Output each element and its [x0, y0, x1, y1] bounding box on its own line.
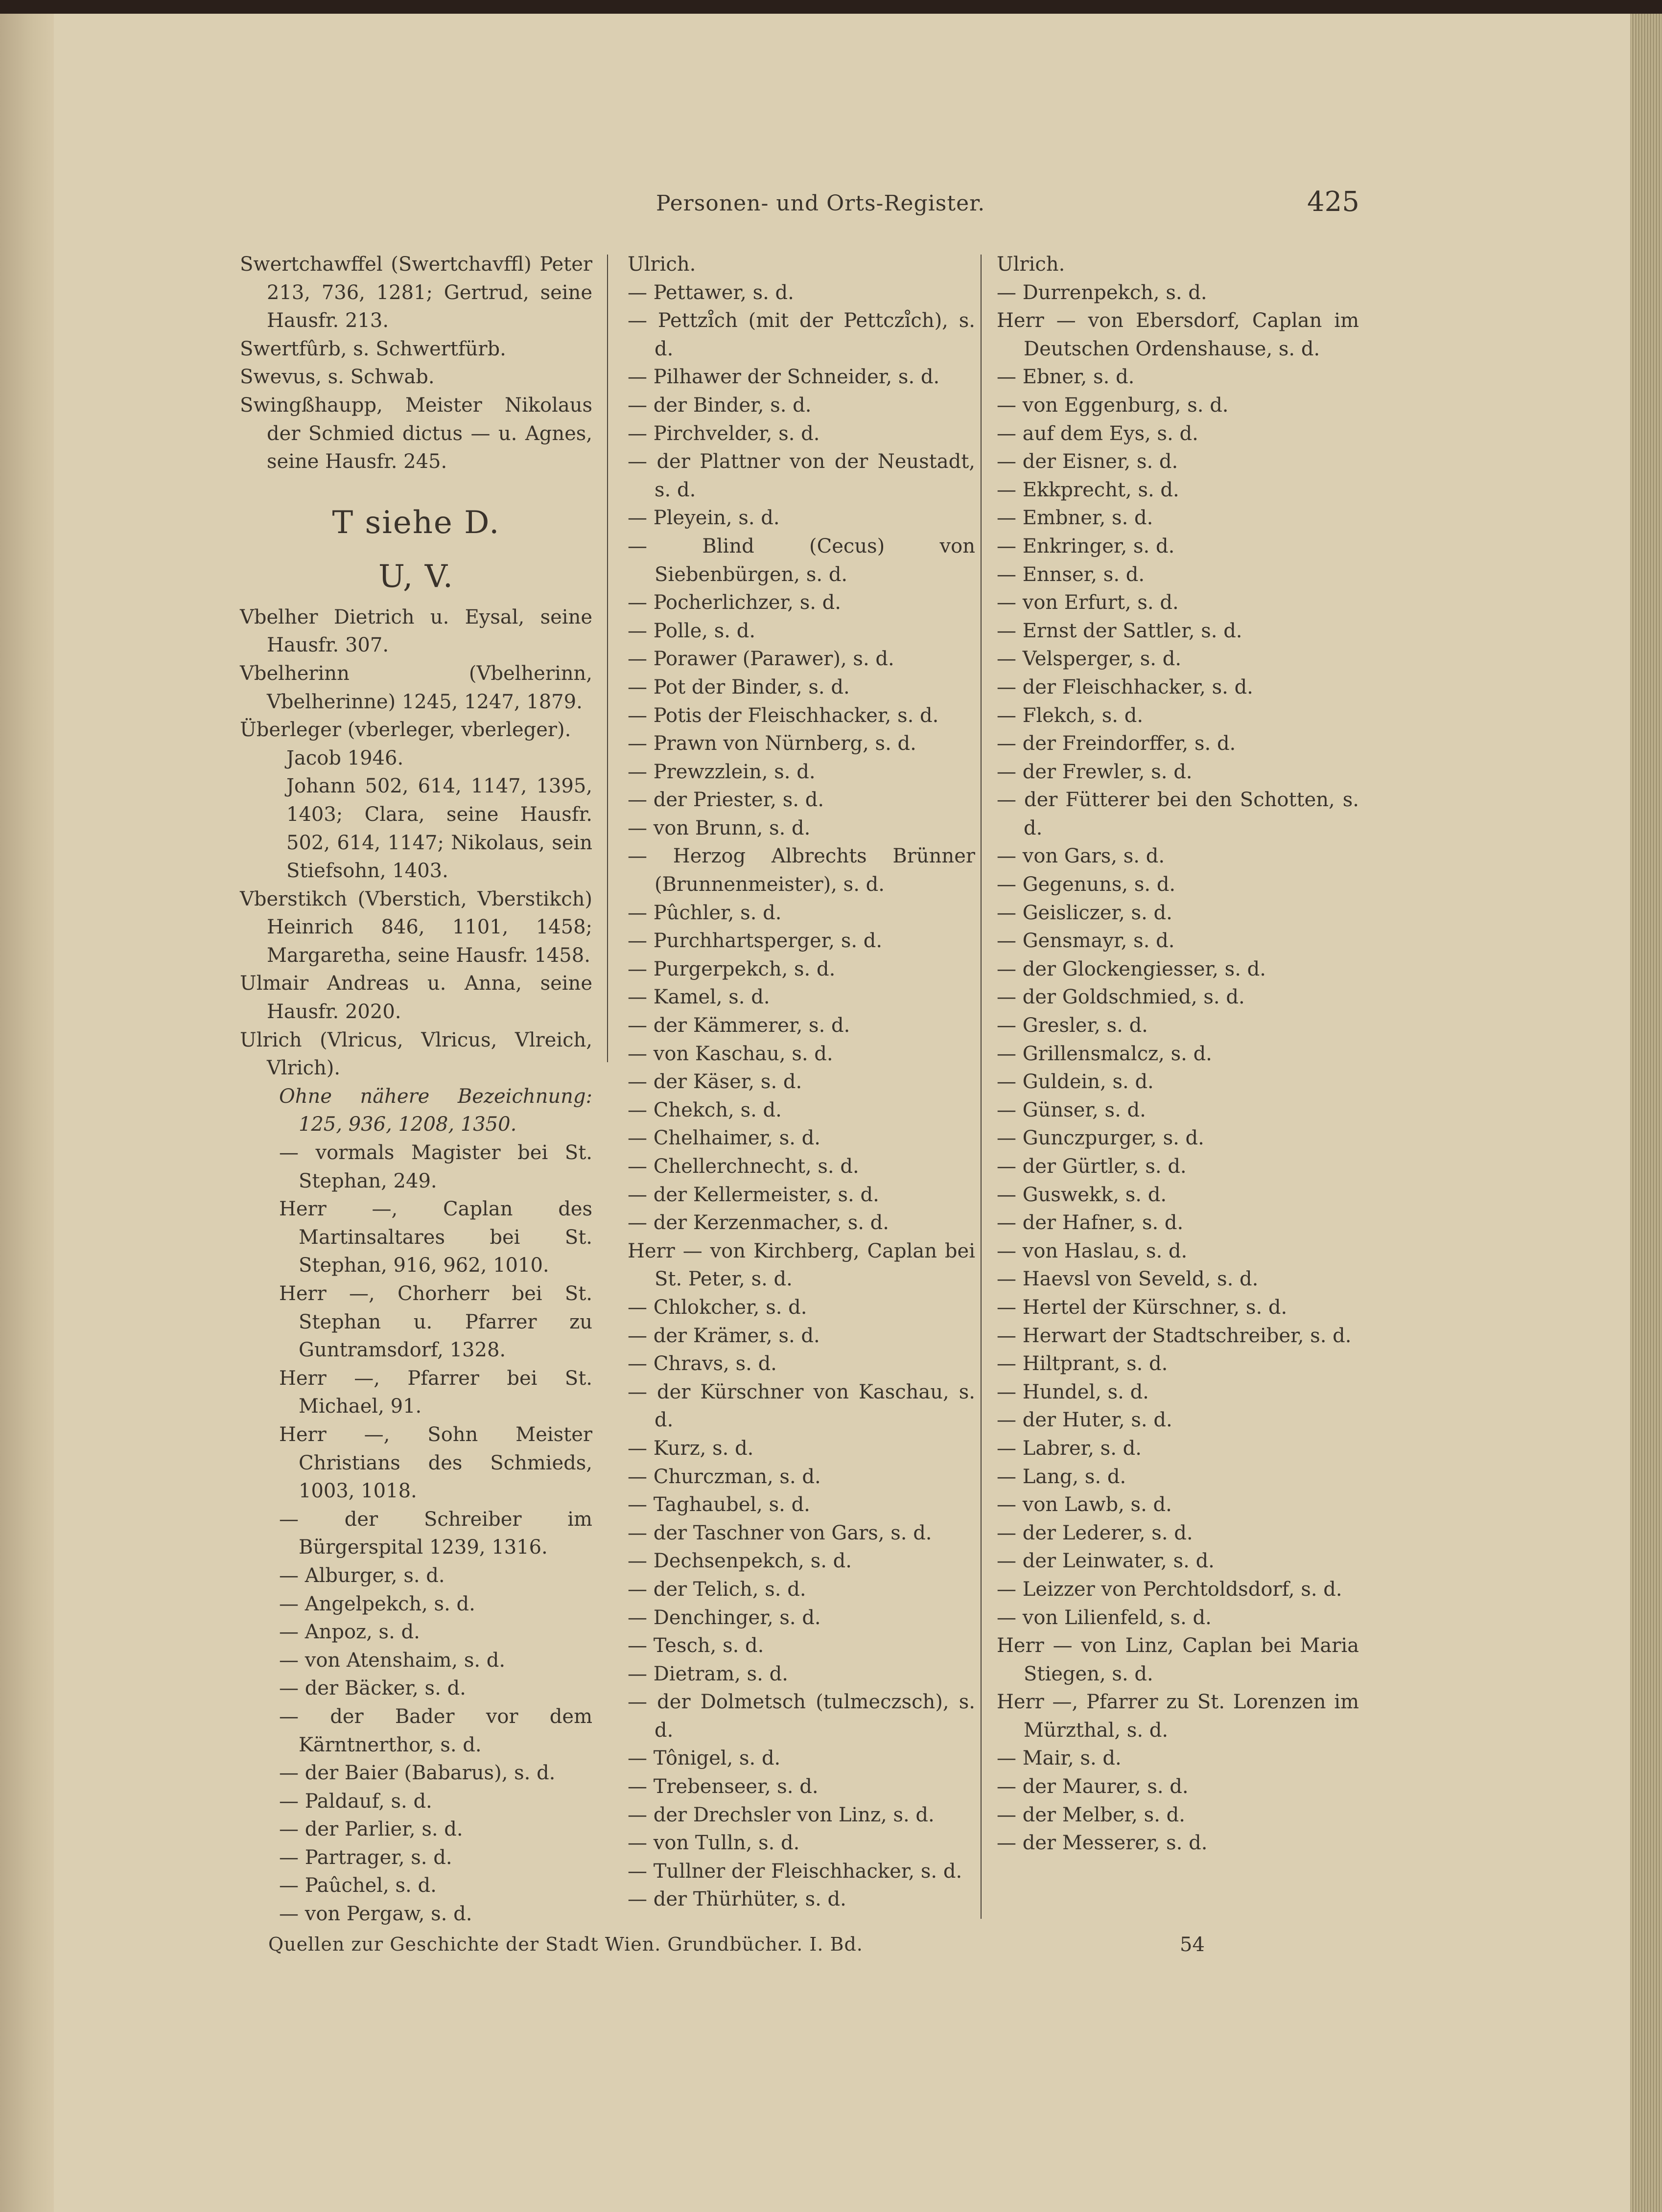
index-entry: Vbelher Dietrich u. Eysal, seine Hausfr. 307. — [240, 605, 592, 657]
index-subentry: — von Haslau, s. d. — [997, 1239, 1188, 1262]
index-subentry: Herr — von Kirchberg, Caplan bei St. Peter, s. d. — [628, 1239, 975, 1291]
index-entry: Swertchawffel (Swertchavffl) Peter 213, 736, 1281; Gertrud, seine Hausfr. 213. — [240, 253, 592, 332]
index-subentry: — Purchhartsperger, s. d. — [628, 930, 883, 953]
index-subentry: — der Krämer, s. d. — [628, 1324, 820, 1347]
index-subentry: — der Telich, s. d. — [628, 1578, 806, 1601]
index-subentry: Herr —, Pfarrer bei St. Michael, 91. — [279, 1367, 592, 1418]
index-subentry: — Pirchvelder, s. d. — [628, 422, 820, 445]
index-subentry: — von Lawb, s. d. — [997, 1493, 1172, 1516]
index-subentry: — Labrer, s. d. — [997, 1437, 1142, 1460]
index-subentry: — Embner, s. d. — [997, 507, 1153, 530]
index-subentry: — der Taschner von Gars, s. d. — [628, 1521, 932, 1544]
index-subentry: — Hiltprant, s. d. — [997, 1352, 1168, 1375]
index-subentry: — der Fleischhacker, s. d. — [997, 675, 1253, 699]
index-subentry: — Haevsl von Seveld, s. d. — [997, 1268, 1259, 1291]
index-subentry: — von Lilienfeld, s. d. — [997, 1606, 1212, 1629]
footer-source: Quellen zur Geschichte der Stadt Wien. Grundbücher. I. Bd. — [268, 1933, 863, 1955]
index-subentry: — Paldauf, s. d. — [279, 1790, 432, 1813]
index-subentry: — der Bäcker, s. d. — [279, 1677, 466, 1700]
index-subentry: — Trebenseer, s. d. — [628, 1775, 819, 1798]
index-subentry: — der Baier (Babarus), s. d. — [279, 1762, 556, 1785]
index-subentry: — Chekch, s. d. — [628, 1098, 782, 1121]
column-head: Ulrich. — [628, 253, 696, 276]
index-subentry: — Tesch, s. d. — [628, 1634, 764, 1657]
index-subentry: Herr — von Linz, Caplan bei Maria Stiegen, s. d. — [997, 1634, 1359, 1685]
index-subentry: — Guswekk, s. d. — [997, 1183, 1167, 1206]
index-subentry: — Ebner, s. d. — [997, 366, 1135, 389]
index-subentry: — der Drechsler von Linz, s. d. — [628, 1803, 935, 1826]
index-subentry: — Ekkprecht, s. d. — [997, 478, 1179, 501]
index-subentry: — Pot der Binder, s. d. — [628, 675, 850, 699]
index-subentry: — der Hafner, s. d. — [997, 1211, 1184, 1234]
index-subentry: — der Melber, s. d. — [997, 1803, 1185, 1826]
column-rule — [607, 255, 608, 1062]
column-rule — [981, 255, 982, 1919]
index-subentry: — Prawn von Nürnberg, s. d. — [628, 732, 916, 755]
index-subentry: — von Gars, s. d. — [997, 845, 1165, 868]
index-subentry: — Denchinger, s. d. — [628, 1606, 821, 1629]
index-subentry: — der Kerzenmacher, s. d. — [628, 1211, 889, 1234]
index-subentry: — Lang, s. d. — [997, 1465, 1126, 1488]
index-subentry: — der Kellermeister, s. d. — [628, 1183, 879, 1206]
index-subentry: — Chlokcher, s. d. — [628, 1296, 807, 1319]
index-subentry: — Chravs, s. d. — [628, 1352, 777, 1375]
index-subentry: — Kamel, s. d. — [628, 986, 770, 1009]
index-subentry: — vormals Magister bei St. Stephan, 249. — [279, 1141, 592, 1192]
index-entry: Swertfûrb, s. Schwertfürb. — [240, 337, 506, 360]
index-subentry: — von Atenshaim, s. d. — [279, 1649, 506, 1672]
book-binding — [0, 14, 54, 2212]
index-subentry: — von Brunn, s. d. — [628, 816, 811, 839]
index-subentry: Herr —, Caplan des Martinsaltares bei St. Stephan, 916, 962, 1010. — [279, 1198, 592, 1277]
page-number: 425 — [1307, 186, 1359, 218]
index-entry: Ulmair Andreas u. Anna, seine Hausfr. 2020. — [240, 972, 592, 1024]
column-3 — [997, 251, 1359, 1858]
index-subentry: — der Frewler, s. d. — [997, 760, 1193, 783]
index-subentry: — der Gürtler, s. d. — [997, 1155, 1187, 1178]
index-subentry: — Ennser, s. d. — [997, 563, 1145, 586]
index-subentry: — der Thürhüter, s. d. — [628, 1888, 846, 1911]
index-subentry: — Herwart der Stadtschreiber, s. d. — [997, 1324, 1352, 1347]
index-subentry: — Kurz, s. d. — [628, 1437, 754, 1460]
index-subentry: — der Schreiber im Bürgerspital 1239, 1316. — [279, 1508, 592, 1559]
index-subentry: — von Tulln, s. d. — [628, 1832, 800, 1855]
index-subentry: Herr —, Sohn Meister Christians des Schmieds, 1003, 1018. — [279, 1423, 592, 1503]
index-subentry: — von Kaschau, s. d. — [628, 1042, 833, 1065]
index-subentry: — der Leinwater, s. d. — [997, 1550, 1215, 1573]
index-subentry: — der Kürschner von Kaschau, s. d. — [628, 1380, 975, 1432]
index-subentry: Ohne nähere Bezeichnung: 125, 936, 1208, 1350. — [279, 1085, 592, 1136]
index-subentry: — Pettawer, s. d. — [628, 281, 794, 304]
index-subentry: — der Kämmerer, s. d. — [628, 1014, 850, 1037]
index-subentry: — Günser, s. d. — [997, 1098, 1146, 1121]
index-subentry: — Partrager, s. d. — [279, 1846, 452, 1869]
index-subentry: — der Maurer, s. d. — [997, 1775, 1189, 1798]
index-subentry: — Herzog Albrechts Brünner (Brunnenmeister), s. d. — [628, 845, 975, 896]
index-subentry: — Leizzer von Perchtoldsdorf, s. d. — [997, 1578, 1342, 1601]
index-subentry: — Dietram, s. d. — [628, 1662, 788, 1685]
index-subentry: Herr —, Pfarrer zu St. Lorenzen im Mürzthal, s. d. — [997, 1691, 1359, 1742]
index-subentry: — Purgerpekch, s. d. — [628, 957, 836, 980]
index-subentry: — von Eggenburg, s. d. — [997, 394, 1229, 417]
index-subentry: — von Pergaw, s. d. — [279, 1903, 472, 1926]
index-subentry: — Gensmayr, s. d. — [997, 930, 1175, 953]
index-entry: Vberstikch (Vberstich, Vberstikch) Heinrich 846, 1101, 1458; Margaretha, seine Hausfr. 1458. — [240, 887, 592, 967]
index-subentry: — Chelhaimer, s. d. — [628, 1127, 820, 1150]
index-subentry: — der Eisner, s. d. — [997, 450, 1178, 473]
index-subentry: — Angelpekch, s. d. — [279, 1592, 475, 1615]
index-subentry: — von Erfurt, s. d. — [997, 591, 1179, 614]
index-subentry: — der Lederer, s. d. — [997, 1521, 1193, 1544]
index-subentry: — auf dem Eys, s. d. — [997, 422, 1198, 445]
index-subentry: — Blind (Cecus) von Siebenbürgen, s. d. — [628, 535, 975, 586]
index-subentry: — Flekch, s. d. — [997, 704, 1144, 727]
index-subentry: Jacob 1946. — [286, 746, 404, 769]
index-entry: Überleger (vberleger, vberleger). — [240, 719, 571, 742]
index-subentry: — Hundel, s. d. — [997, 1380, 1149, 1403]
index-subentry: — Velsperger, s. d. — [997, 648, 1182, 671]
index-subentry: — der Priester, s. d. — [628, 789, 824, 812]
index-subentry: — Pûchler, s. d. — [628, 901, 782, 924]
index-subentry: — Hertel der Kürschner, s. d. — [997, 1296, 1287, 1319]
index-subentry: — Grillensmalcz, s. d. — [997, 1042, 1212, 1065]
index-subentry: — Gunczpurger, s. d. — [997, 1127, 1204, 1150]
index-subentry: — Taghaubel, s. d. — [628, 1493, 810, 1516]
index-subentry: — Anpoz, s. d. — [279, 1621, 420, 1644]
index-subentry: Herr —, Chorherr bei St. Stephan u. Pfarrer zu Guntramsdorf, 1328. — [279, 1282, 592, 1362]
index-subentry: Herr — von Ebersdorf, Caplan im Deutschen Ordenshause, s. d. — [997, 309, 1359, 360]
index-subentry: — Pocherlichzer, s. d. — [628, 591, 841, 614]
section-heading-uv: U, V. — [378, 558, 454, 595]
index-subentry: — Churczman, s. d. — [628, 1465, 821, 1488]
index-subentry: — der Freindorffer, s. d. — [997, 732, 1236, 755]
index-subentry: — der Bader vor dem Kärntnerthor, s. d. — [279, 1705, 592, 1756]
index-subentry: — der Dolmetsch (tulmeczsch), s. d. — [628, 1691, 975, 1742]
column-2 — [628, 251, 975, 1914]
index-subentry: — Polle, s. d. — [628, 619, 756, 642]
index-subentry: — Ernst der Sattler, s. d. — [997, 619, 1242, 642]
index-subentry: — der Glockengiesser, s. d. — [997, 957, 1266, 980]
index-entry: Swevus, s. Schwab. — [240, 366, 435, 389]
index-subentry: — Gegenuns, s. d. — [997, 873, 1176, 896]
index-subentry: — Pilhawer der Schneider, s. d. — [628, 366, 940, 389]
index-subentry: — Alburger, s. d. — [279, 1564, 445, 1587]
index-subentry: — Mair, s. d. — [997, 1747, 1122, 1770]
running-header: Personen- und Orts-Register. — [656, 191, 985, 216]
index-subentry: — Tullner der Fleischhacker, s. d. — [628, 1860, 962, 1883]
index-subentry: — Potis der Fleischhacker, s. d. — [628, 704, 939, 727]
index-subentry: Johann 502, 614, 1147, 1395, 1403; Clara, seine Hausfr. 502, 614, 1147; Nikolaus, sein Stiefsohn, 1403. — [286, 775, 592, 883]
index-entry: Vbelherinn (Vbelherinn, Vbelherinne) 1245, 1247, 1879. — [240, 662, 592, 713]
column-1 — [240, 251, 592, 1929]
index-subentry: — der Goldschmied, s. d. — [997, 986, 1245, 1009]
index-subentry: — Enkringer, s. d. — [997, 535, 1175, 558]
column-head: Ulrich. — [997, 253, 1065, 276]
scan-top-border — [0, 0, 1662, 14]
index-subentry: — Chellerchnecht, s. d. — [628, 1155, 859, 1178]
index-subentry: — Pettzi͏̊ch (mit der Pettczi͏̊ch), s. d. — [628, 309, 975, 360]
index-entry: Ulrich (Vlricus, Vlricus, Vlreich, Vlrich). — [240, 1028, 592, 1080]
index-subentry: — Dechsenpekch, s. d. — [628, 1550, 852, 1573]
index-subentry: — der Messerer, s. d. — [997, 1832, 1208, 1855]
index-subentry: — Porawer (Parawer), s. d. — [628, 648, 894, 671]
index-subentry: — Geisliczer, s. d. — [997, 901, 1172, 924]
index-subentry: — Paûchel, s. d. — [279, 1874, 437, 1897]
section-heading-t: T siehe D. — [332, 504, 500, 541]
index-subentry: — Durrenpekch, s. d. — [997, 281, 1207, 304]
page-edges — [1630, 14, 1662, 2212]
index-subentry: — Guldein, s. d. — [997, 1071, 1154, 1094]
index-subentry: — der Fütterer bei den Schotten, s. d. — [997, 789, 1359, 839]
index-subentry: — Gresler, s. d. — [997, 1014, 1148, 1037]
index-subentry: — der Plattner von der Neustadt, s. d. — [628, 450, 975, 501]
index-subentry: — Prewzzlein, s. d. — [628, 760, 816, 783]
index-subentry: — Pleyein, s. d. — [628, 507, 780, 530]
index-subentry: — der Parlier, s. d. — [279, 1818, 463, 1841]
index-subentry: — der Huter, s. d. — [997, 1409, 1172, 1432]
index-subentry: — der Käser, s. d. — [628, 1071, 802, 1094]
index-subentry: — der Binder, s. d. — [628, 394, 812, 417]
index-entry: Swingßhaupp, Meister Nikolaus der Schmied dictus — u. Agnes, seine Hausfr. 245. — [240, 394, 592, 473]
printer-signature: 54 — [1180, 1933, 1205, 1956]
index-subentry: — Tônigel, s. d. — [628, 1747, 781, 1770]
